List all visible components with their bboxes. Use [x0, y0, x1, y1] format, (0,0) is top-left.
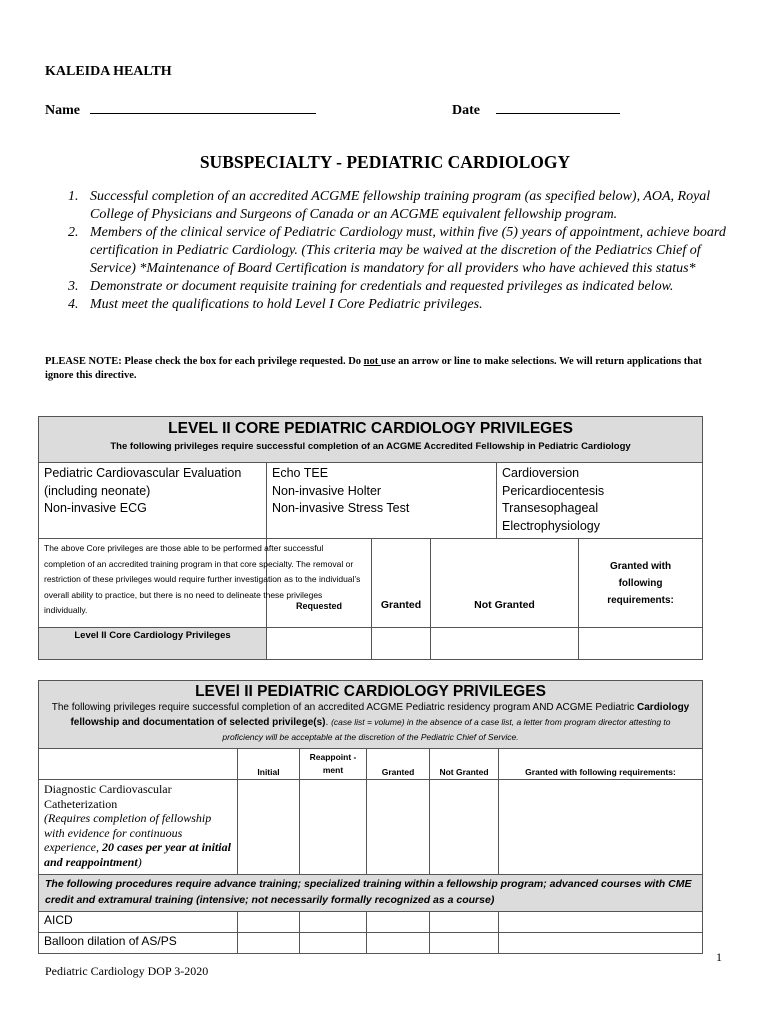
criteria-number: 4. — [68, 297, 79, 312]
diagnostic-catheterization-requirement — [44, 811, 232, 869]
core-requested-box[interactable] — [267, 628, 372, 660]
header-granted-req: Granted with following requirements: — [579, 539, 703, 628]
core-privilege-item: Pediatric Cardiovascular Evaluation — [44, 466, 242, 480]
privilege-balloon-dilation-label: Balloon dilation of AS/PS — [39, 933, 238, 954]
core-privilege-item: (including neonate) — [44, 483, 151, 498]
date-field-row — [452, 99, 620, 119]
core-row-label: Level II Core Cardiology Privileges — [39, 628, 267, 660]
header-reappointment: Reappoint - ment — [300, 749, 367, 780]
privileges-table-description — [39, 701, 702, 745]
privileges-table-header — [39, 681, 703, 749]
diagnostic-catheterization-cell — [39, 780, 238, 875]
header-granted-2: Granted — [367, 749, 430, 780]
please-note — [45, 355, 725, 383]
balloon-reappointment-box[interactable] — [300, 933, 367, 954]
criteria-number: 1. — [68, 189, 79, 204]
criteria-item — [68, 278, 728, 296]
page-number: 1 — [716, 950, 722, 964]
aicd-granted-req-box[interactable] — [499, 912, 703, 933]
core-granted-box[interactable] — [372, 628, 431, 660]
core-privilege-item: Cardioversion — [502, 466, 580, 480]
note-prefix: PLEASE NOTE: Please check the box for each privilege requested. Do — [45, 356, 364, 367]
page-title: SUBSPECIALTY - PEDIATRIC CARDIOLOGY — [199, 152, 571, 172]
desc-normal: The following privileges require successful completion of an accredited ACGME Pediatric residency program AND ACGME Pediatric — [51, 702, 635, 713]
name-field[interactable] — [90, 99, 316, 114]
criteria-text: Must meet the qualifications to hold Level I Core Pediatric privileges. — [90, 297, 483, 312]
criteria-item — [68, 296, 728, 314]
criteria-number: 2. — [68, 225, 79, 240]
organization-name: KALEIDA HEALTH — [45, 64, 172, 79]
criteria-item — [68, 188, 728, 224]
criteria-list — [68, 188, 728, 314]
criteria-item — [68, 224, 728, 278]
core-list-col3 — [497, 463, 703, 539]
criteria-number: 3. — [68, 279, 79, 294]
desc-italic: (case list = volume) in the absence of a case list, a letter from program director attesting to proficiency will be acceptable at the discretion of the Pediatric Chief of Service. — [222, 717, 671, 742]
diag-reappointment-box[interactable] — [300, 780, 367, 875]
pediatric-cardiology-privileges-table — [38, 680, 703, 954]
core-explanation-text: The above Core privileges are those able to be performed after successful completion of an accredited training program in that core specialty. The removal or restriction of these privileges would require further investigation as to the individual’s overall ability to practice, but there is no need to delineate these privileges individually. — [44, 543, 361, 615]
diag-initial-box[interactable] — [238, 780, 300, 875]
diag-granted-req-box[interactable] — [499, 780, 703, 875]
name-label: Name — [45, 103, 80, 118]
date-label: Date — [452, 103, 480, 118]
aicd-not-granted-box[interactable] — [430, 912, 499, 933]
core-table-title: LEVEL II CORE PEDIATRIC CARDIOLOGY PRIVILEGES — [168, 420, 573, 437]
diagnostic-catheterization-label: Diagnostic Cardiovascular Catheterization — [44, 782, 172, 811]
core-granted-req-box[interactable] — [579, 628, 703, 660]
balloon-not-granted-box[interactable] — [430, 933, 499, 954]
aicd-reappointment-box[interactable] — [300, 912, 367, 933]
aicd-granted-box[interactable] — [367, 912, 430, 933]
note-underlined: not — [363, 356, 381, 367]
diag-not-granted-box[interactable] — [430, 780, 499, 875]
balloon-initial-box[interactable] — [238, 933, 300, 954]
header-requested: Requested — [267, 539, 372, 628]
advanced-training-note: The following procedures require advance training; specialized training within a fellowship program; advanced courses with CME credit and extramural training (intensive; not necessarily formally recognized as a course) — [39, 875, 703, 912]
privilege-aicd-label: AICD — [39, 912, 238, 933]
header-initial: Initial — [238, 749, 300, 780]
core-privilege-item: Non-invasive Stress Test — [272, 501, 410, 515]
core-not-granted-box[interactable] — [431, 628, 579, 660]
core-privilege-item: Non-invasive Holter — [272, 483, 382, 498]
desc-bold: Cardiology fellowship and documentation of selected privilege(s) — [70, 702, 690, 728]
header-granted-req-2: Granted with following requirements: — [499, 749, 703, 780]
privileges-table-title: LEVEl II PEDIATRIC CARDIOLOGY PRIVILEGES — [195, 683, 546, 700]
core-privilege-item: Non-invasive ECG — [44, 501, 147, 515]
header-blank — [39, 749, 238, 780]
core-list-col2 — [267, 463, 497, 539]
core-privilege-item: Pericardiocentesis — [502, 483, 605, 498]
core-privilege-item: Echo TEE — [272, 466, 329, 480]
diag-req-suffix: ) — [137, 854, 142, 869]
header-granted: Granted — [372, 539, 431, 628]
desc-bold-end: . — [325, 717, 329, 728]
balloon-granted-req-box[interactable] — [499, 933, 703, 954]
core-privileges-table — [38, 416, 703, 660]
diag-req-prefix: (Requires completion of fellowship with evidence for continuous experience, — [44, 811, 212, 854]
name-field-row — [45, 99, 316, 119]
core-list-col1 — [39, 463, 267, 539]
core-privilege-item: Transesophageal — [502, 501, 599, 515]
core-privilege-item: Electrophysiology — [502, 518, 600, 533]
header-not-granted-2: Not Granted — [430, 749, 499, 780]
note-suffix: use an arrow or line to make selections. We will return applications that ignore this directive. — [45, 356, 702, 381]
footer-document-id: Pediatric Cardiology DOP 3-2020 — [45, 964, 209, 978]
diag-granted-box[interactable] — [367, 780, 430, 875]
aicd-initial-box[interactable] — [238, 912, 300, 933]
header-not-granted: Not Granted — [431, 539, 579, 628]
core-table-header — [39, 417, 703, 463]
criteria-text: Demonstrate or document requisite training for credentials and requested privileges as indicated below. — [90, 279, 674, 294]
criteria-text: Members of the clinical service of Pediatric Cardiology must, within five (5) years of appointment, achieve board certification in Pediatric Cardiology. (This criteria may be waived at the discretion of the Pediatrics Chief of Service) *Maintenance of Board Certification is mandatory for all providers who have achieved this status* — [90, 225, 726, 276]
core-table-subtitle: The following privileges require successful completion of an ACGME Accredited Fellowship in Pediatric Cardiology — [110, 441, 631, 452]
balloon-granted-box[interactable] — [367, 933, 430, 954]
criteria-text: Successful completion of an accredited ACGME fellowship training program (as specified below), AOA, Royal College of Physicians and Surgeons of Canada or an ACGME equivalent fellowship program. — [90, 189, 711, 222]
diag-req-bold: 20 cases per year at initial and reappointment — [44, 840, 231, 869]
date-field[interactable] — [496, 99, 620, 114]
